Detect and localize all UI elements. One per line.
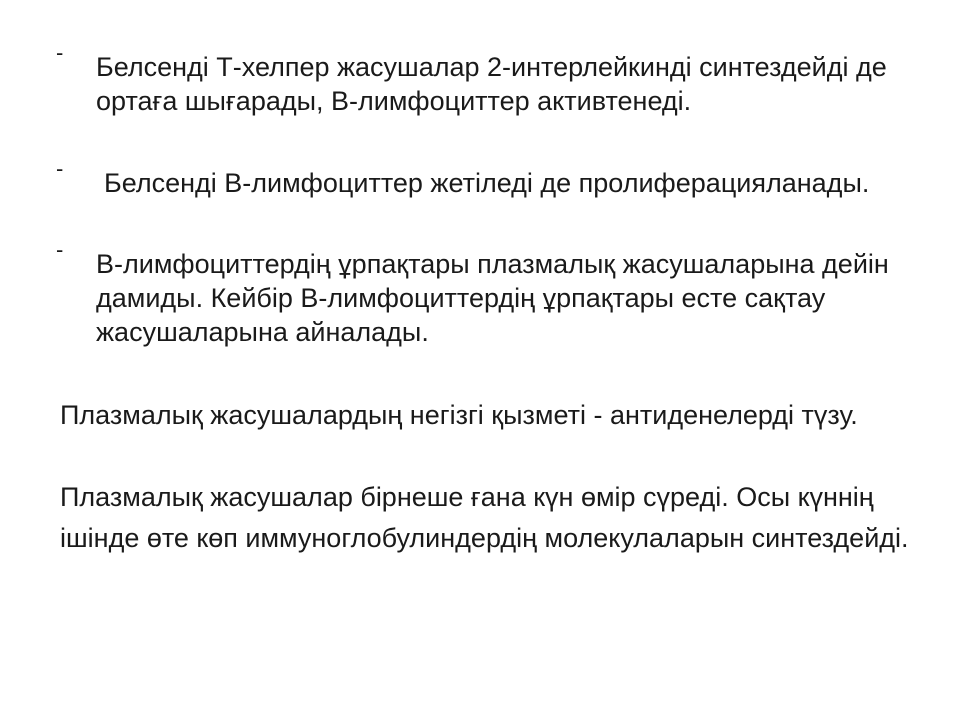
bullet-marker: - bbox=[56, 40, 64, 65]
bullet-text: В-лимфоциттердің ұрпақтары плазмалық жасушаларына дейін дамиды. Кейбір В-лимфоциттердің ұрпақтары есте сақтау жасушаларына айналады. bbox=[96, 249, 889, 347]
bullet-text: Белсенді Т-хелпер жасушалар 2-интерлейкинді синтездейді де ортаға шығарады, В-лимфоциттер активтенеді. bbox=[96, 52, 887, 116]
bullet-item-3 bbox=[56, 237, 936, 351]
bullet-marker: - bbox=[56, 237, 64, 262]
paragraph-plasma-function: Плазмалық жасушалардың негізгі қызметі - антиденелерді түзу. bbox=[60, 400, 858, 430]
bullet-text: Белсенді В-лимфоциттер жетіледі де пролиферацияланады. bbox=[104, 168, 870, 198]
bullet-item-1 bbox=[56, 40, 936, 120]
bullet-marker: - bbox=[56, 156, 64, 181]
bullet-item-2 bbox=[56, 156, 936, 202]
paragraph-plasma-lifespan: Плазмалық жасушалар бірнеше ғана күн өмір сүреді. Осы күннің ішінде өте көп иммуноглобулиндердің молекулаларын синтездейді. bbox=[60, 482, 909, 553]
